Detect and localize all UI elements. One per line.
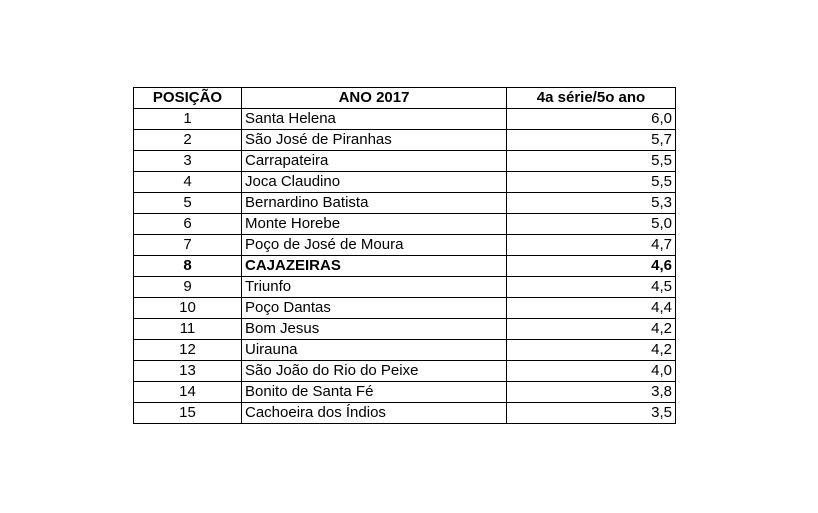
score-cell: 5,5 — [507, 151, 676, 172]
score-cell: 6,0 — [507, 109, 676, 130]
city-cell: Carrapateira — [242, 151, 507, 172]
table-row — [134, 109, 676, 130]
score-cell: 3,5 — [507, 403, 676, 424]
score-cell: 4,2 — [507, 340, 676, 361]
table-row — [134, 382, 676, 403]
position-cell: 8 — [134, 256, 242, 277]
score-cell: 4,4 — [507, 298, 676, 319]
table-row — [134, 214, 676, 235]
ranking-body — [134, 109, 676, 424]
table-row — [134, 130, 676, 151]
city-cell: Cachoeira dos Índios — [242, 403, 507, 424]
score-cell: 5,3 — [507, 193, 676, 214]
position-cell: 13 — [134, 361, 242, 382]
header-year: ANO 2017 — [242, 88, 507, 109]
position-cell: 10 — [134, 298, 242, 319]
table-row — [134, 172, 676, 193]
score-cell: 4,7 — [507, 235, 676, 256]
score-cell: 5,7 — [507, 130, 676, 151]
table-row — [134, 403, 676, 424]
city-cell: Poço Dantas — [242, 298, 507, 319]
position-cell: 12 — [134, 340, 242, 361]
city-cell: Bonito de Santa Fé — [242, 382, 507, 403]
city-cell: Santa Helena — [242, 109, 507, 130]
city-cell: CAJAZEIRAS — [242, 256, 507, 277]
city-cell: Joca Claudino — [242, 172, 507, 193]
city-cell: Poço de José de Moura — [242, 235, 507, 256]
position-cell: 11 — [134, 319, 242, 340]
table-row — [134, 256, 676, 277]
table-row — [134, 340, 676, 361]
position-cell: 14 — [134, 382, 242, 403]
table-row — [134, 277, 676, 298]
ranking-table — [133, 87, 676, 424]
table-row — [134, 151, 676, 172]
table-row — [134, 319, 676, 340]
city-cell: Bernardino Batista — [242, 193, 507, 214]
header-score: 4a série/5o ano — [507, 88, 676, 109]
city-cell: São João do Rio do Peixe — [242, 361, 507, 382]
table-row — [134, 361, 676, 382]
score-cell: 4,5 — [507, 277, 676, 298]
city-cell: Monte Horebe — [242, 214, 507, 235]
position-cell: 7 — [134, 235, 242, 256]
position-cell: 9 — [134, 277, 242, 298]
position-cell: 15 — [134, 403, 242, 424]
table-row — [134, 298, 676, 319]
score-cell: 4,0 — [507, 361, 676, 382]
score-cell: 3,8 — [507, 382, 676, 403]
position-cell: 4 — [134, 172, 242, 193]
score-cell: 4,6 — [507, 256, 676, 277]
position-cell: 6 — [134, 214, 242, 235]
city-cell: Uirauna — [242, 340, 507, 361]
score-cell: 4,2 — [507, 319, 676, 340]
header-position: POSIÇÃO — [134, 88, 242, 109]
position-cell: 3 — [134, 151, 242, 172]
header-row — [134, 88, 676, 109]
table-row — [134, 193, 676, 214]
score-cell: 5,0 — [507, 214, 676, 235]
position-cell: 1 — [134, 109, 242, 130]
city-cell: Triunfo — [242, 277, 507, 298]
position-cell: 5 — [134, 193, 242, 214]
city-cell: São José de Piranhas — [242, 130, 507, 151]
city-cell: Bom Jesus — [242, 319, 507, 340]
score-cell: 5,5 — [507, 172, 676, 193]
table-row — [134, 235, 676, 256]
position-cell: 2 — [134, 130, 242, 151]
